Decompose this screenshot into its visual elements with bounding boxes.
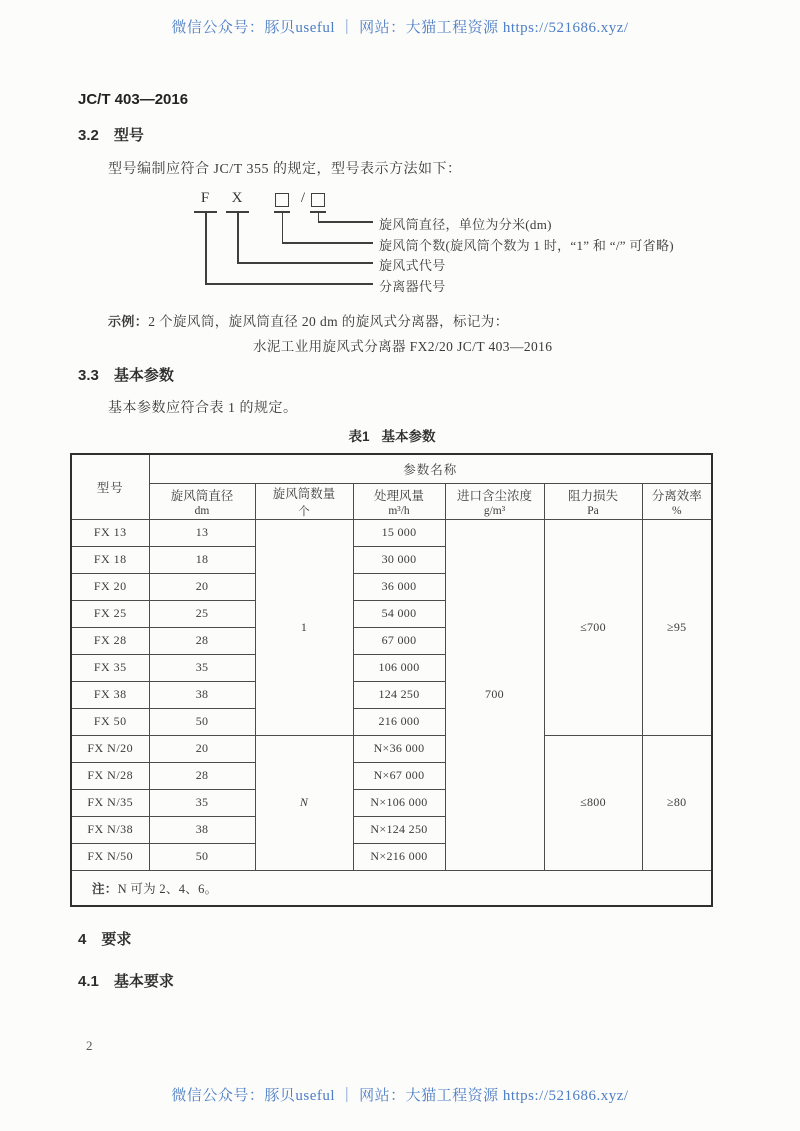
col-header-pressure-loss <box>544 483 642 519</box>
col-name: 进口含尘浓度 <box>456 488 532 503</box>
watermark-footer: 微信公众号：豚贝useful ｜ 网站：大猫工程资源 https://521686.xyz/ <box>171 1088 629 1104</box>
cell-count-group1: 1 <box>255 519 353 735</box>
table-note <box>71 870 712 906</box>
col-unit: Pa <box>587 504 599 517</box>
diagram-symbol-slash: / <box>300 190 306 206</box>
cell-model: FX 13 <box>71 519 149 546</box>
diagram-leader-line <box>282 242 373 244</box>
cell-diameter: 13 <box>149 519 255 546</box>
col-header-airflow <box>353 483 445 519</box>
diagram-label-separator-code: 分离器代号 <box>379 279 446 294</box>
col-header-parameters: 参数名称 <box>149 454 712 483</box>
cell-model: FX N/38 <box>71 816 149 843</box>
cell-model: FX 35 <box>71 654 149 681</box>
col-unit: % <box>671 504 682 517</box>
note-label: 注： <box>92 881 118 896</box>
cell-flow: N×36 000 <box>353 735 445 762</box>
table-row <box>71 519 712 546</box>
note-text: N 可为 2、4、6。 <box>117 881 218 896</box>
table-row <box>71 735 712 762</box>
col-header-model: 型号 <box>71 454 149 519</box>
col-header-diameter <box>149 483 255 519</box>
section-number: 3.3 <box>78 367 99 384</box>
page-number: 2 <box>86 1038 93 1053</box>
col-name: 旋风筒数量 <box>272 486 336 501</box>
cell-flow: N×216 000 <box>353 843 445 870</box>
cell-flow: N×124 250 <box>353 816 445 843</box>
table-caption-title: 基本参数 <box>381 429 436 444</box>
example-line <box>108 310 509 330</box>
cell-diameter: 35 <box>149 789 255 816</box>
section-number: 4 <box>78 931 87 948</box>
diagram-leader-line <box>318 221 373 223</box>
cell-diameter: 25 <box>149 600 255 627</box>
cell-count-group2: N <box>255 735 353 870</box>
cell-flow: N×67 000 <box>353 762 445 789</box>
cell-diameter: 50 <box>149 708 255 735</box>
cell-model: FX N/28 <box>71 762 149 789</box>
cell-flow: 15 000 <box>353 519 445 546</box>
section-title: 基本要求 <box>113 973 174 990</box>
col-header-count <box>255 483 353 519</box>
diagram-leader-line <box>237 262 373 264</box>
col-header-efficiency <box>642 483 712 519</box>
col-name: 阻力损失 <box>567 488 618 503</box>
section-number: 4.1 <box>78 973 99 990</box>
cell-flow: 216 000 <box>353 708 445 735</box>
example-designation: 水泥工业用旋风式分离器 FX2/20 JC/T 403—2016 <box>253 339 553 354</box>
cell-flow: 54 000 <box>353 600 445 627</box>
diagram-leader-line <box>237 211 239 263</box>
cell-flow: N×106 000 <box>353 789 445 816</box>
diagram-label-cyclone-code: 旋风式代号 <box>379 258 446 273</box>
col-name: 处理风量 <box>373 488 424 503</box>
section-title: 型号 <box>113 127 144 144</box>
paragraph-model-intro: 型号编制应符合 JC/T 355 的规定，型号表示方法如下： <box>108 162 462 177</box>
cell-flow: 124 250 <box>353 681 445 708</box>
diagram-leader-line <box>205 283 373 285</box>
cell-diameter: 38 <box>149 816 255 843</box>
watermark-header: 微信公众号：豚贝useful ｜ 网站：大猫工程资源 https://521686.xyz/ <box>171 20 629 36</box>
diagram-placeholder-box-diameter <box>311 193 325 207</box>
cell-pressure-group2: ≤800 <box>544 735 642 870</box>
diagram-placeholder-box-count <box>275 193 289 207</box>
table-note-row <box>71 870 712 906</box>
cell-diameter: 20 <box>149 573 255 600</box>
cell-model: FX N/35 <box>71 789 149 816</box>
cell-flow: 106 000 <box>353 654 445 681</box>
basic-parameters-table <box>70 453 713 907</box>
standard-number: JC/T 403—2016 <box>78 91 189 108</box>
cell-efficiency-group1: ≥95 <box>642 519 712 735</box>
diagram-leader-line <box>282 211 284 243</box>
model-designation-diagram <box>190 190 785 305</box>
col-header-dust-concentration <box>445 483 544 519</box>
cell-model: FX 18 <box>71 546 149 573</box>
col-name: 分离效率 <box>651 488 702 503</box>
diagram-symbol-x: X <box>231 190 243 206</box>
cell-diameter: 28 <box>149 762 255 789</box>
example-text: 2 个旋风筒，旋风筒直径 20 dm 的旋风式分离器，标记为： <box>148 314 509 329</box>
section-title: 要求 <box>101 931 132 948</box>
section-heading-3-3 <box>78 364 174 385</box>
cell-model: FX 28 <box>71 627 149 654</box>
col-name: 旋风筒直径 <box>170 488 234 503</box>
cell-model: FX 38 <box>71 681 149 708</box>
section-heading-4-1 <box>78 970 174 991</box>
col-unit: m³/h <box>388 504 410 517</box>
col-unit: g/m³ <box>483 504 506 517</box>
table-caption <box>0 425 784 445</box>
cell-flow: 67 000 <box>353 627 445 654</box>
cell-diameter: 28 <box>149 627 255 654</box>
cell-pressure-group1: ≤700 <box>544 519 642 735</box>
paragraph-params-intro: 基本参数应符合表 1 的规定。 <box>108 401 298 416</box>
cell-model: FX 25 <box>71 600 149 627</box>
cell-diameter: 20 <box>149 735 255 762</box>
diagram-label-count: 旋风筒个数(旋风筒个数为 1 时，“1” 和 “/” 可省略) <box>379 238 674 253</box>
cell-model: FX N/50 <box>71 843 149 870</box>
cell-diameter: 50 <box>149 843 255 870</box>
diagram-label-diameter: 旋风筒直径，单位为分米(dm) <box>379 217 552 232</box>
cell-model: FX N/20 <box>71 735 149 762</box>
cell-diameter: 38 <box>149 681 255 708</box>
example-label: 示例： <box>108 314 149 329</box>
section-title: 基本参数 <box>113 367 174 384</box>
cell-diameter: 18 <box>149 546 255 573</box>
cell-flow: 30 000 <box>353 546 445 573</box>
diagram-leader-line <box>205 211 207 284</box>
cell-concentration: 700 <box>445 519 544 870</box>
section-heading-3-2 <box>78 124 144 145</box>
cell-efficiency-group2: ≥80 <box>642 735 712 870</box>
section-heading-4 <box>78 928 131 949</box>
cell-flow: 36 000 <box>353 573 445 600</box>
col-unit: 个 <box>298 505 310 518</box>
cell-diameter: 35 <box>149 654 255 681</box>
table-caption-label: 表1 <box>348 429 370 444</box>
diagram-symbol-f: F <box>200 190 210 206</box>
col-unit: dm <box>194 504 210 517</box>
cell-model: FX 20 <box>71 573 149 600</box>
section-number: 3.2 <box>78 127 99 144</box>
cell-model: FX 50 <box>71 708 149 735</box>
